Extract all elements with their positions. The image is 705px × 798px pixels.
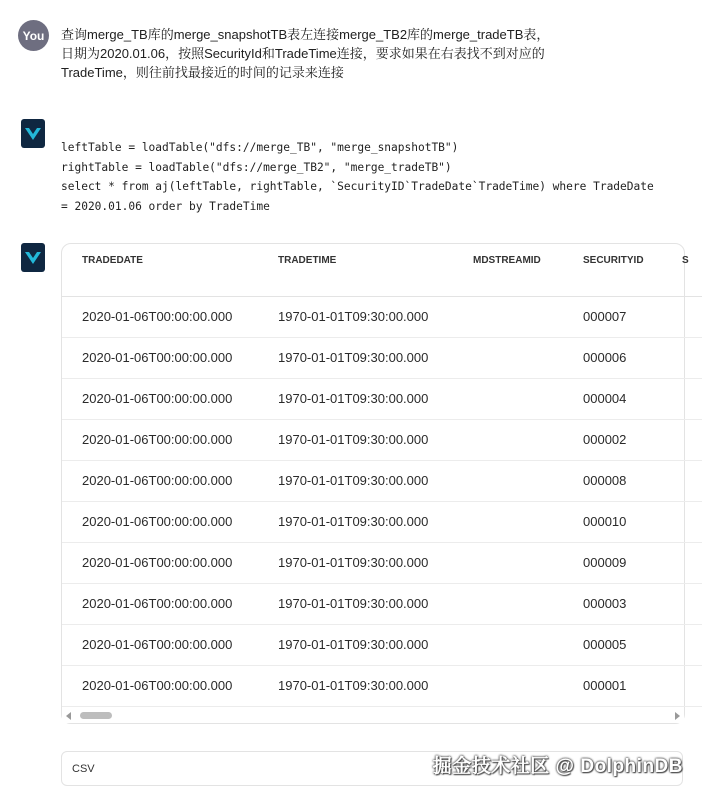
table-row	[62, 378, 702, 419]
table-cell	[662, 501, 702, 542]
table-cell: 1970-01-01T09:30:00.000	[258, 460, 453, 501]
table-cell	[662, 665, 702, 706]
table-cell: 1970-01-01T09:30:00.000	[258, 378, 453, 419]
table-cell: 2020-01-06T00:00:00.000	[62, 665, 258, 706]
table-cell: 2020-01-06T00:00:00.000	[62, 501, 258, 542]
user-message-line: 日期为2020.01.06，按照SecurityId和TradeTime连接，要求如果在右表找不到对应的	[61, 46, 545, 61]
code-line: leftTable = loadTable("dfs://merge_TB", "merge_snapshotTB")	[61, 141, 459, 154]
table-cell: 2020-01-06T00:00:00.000	[62, 542, 258, 583]
table-cell: 1970-01-01T09:30:00.000	[258, 296, 453, 337]
column-header[interactable]: TRADEDATE	[62, 244, 258, 296]
table-row	[62, 624, 702, 665]
table-cell	[662, 624, 702, 665]
table-cell: 1970-01-01T09:30:00.000	[258, 501, 453, 542]
table-row	[62, 337, 702, 378]
column-header[interactable]: MDSTREAMID	[453, 244, 563, 296]
table-cell	[453, 542, 563, 583]
table-cell: 000009	[563, 542, 662, 583]
dolphindb-logo-icon	[21, 243, 45, 272]
table-cell	[453, 583, 563, 624]
table-cell	[662, 419, 702, 460]
table-cell: 2020-01-06T00:00:00.000	[62, 337, 258, 378]
table-cell: 2020-01-06T00:00:00.000	[62, 419, 258, 460]
user-message-line: 查询merge_TB库的merge_snapshotTB表左连接merge_TB2库的merge_tradeTB表，	[61, 27, 550, 42]
table-cell: 1970-01-01T09:30:00.000	[258, 337, 453, 378]
table-row	[62, 460, 702, 501]
table-cell	[662, 337, 702, 378]
column-header[interactable]: SECURITYID	[563, 244, 662, 296]
scroll-right-icon[interactable]	[675, 712, 680, 720]
code-line: select * from aj(leftTable, rightTable, `SecurityID`TradeDate`TradeTime) where TradeDate	[61, 180, 654, 193]
table-cell: 2020-01-06T00:00:00.000	[62, 296, 258, 337]
table-cell: 2020-01-06T00:00:00.000	[62, 624, 258, 665]
table-cell: 000006	[563, 337, 662, 378]
scrollbar-thumb[interactable]	[80, 712, 112, 719]
table-cell	[453, 460, 563, 501]
scroll-left-icon[interactable]	[66, 712, 71, 720]
table-cell: 000004	[563, 378, 662, 419]
table-cell	[453, 419, 563, 460]
table-cell: 000001	[563, 665, 662, 706]
table-cell	[662, 583, 702, 624]
table-cell: 2020-01-06T00:00:00.000	[62, 460, 258, 501]
table-row	[62, 542, 702, 583]
csv-label: CSV	[72, 763, 95, 775]
column-header[interactable]: TRADETIME	[258, 244, 453, 296]
code-block	[61, 138, 701, 216]
table-cell	[453, 624, 563, 665]
table-cell	[662, 460, 702, 501]
table-row	[62, 501, 702, 542]
table-cell	[662, 378, 702, 419]
table-cell: 000008	[563, 460, 662, 501]
table-cell	[662, 296, 702, 337]
result-table	[62, 244, 702, 707]
code-line: rightTable = loadTable("dfs://merge_TB2", "merge_tradeTB")	[61, 160, 452, 174]
table-cell: 000005	[563, 624, 662, 665]
table-cell: 2020-01-06T00:00:00.000	[62, 583, 258, 624]
horizontal-scrollbar[interactable]	[62, 709, 684, 723]
table-cell: 000007	[563, 296, 662, 337]
table-row	[62, 296, 702, 337]
result-table-container[interactable]	[61, 243, 689, 724]
table-cell: 1970-01-01T09:30:00.000	[258, 419, 453, 460]
table-row	[62, 583, 702, 624]
table-cell	[453, 296, 563, 337]
table-cell: 1970-01-01T09:30:00.000	[258, 583, 453, 624]
table-cell	[453, 665, 563, 706]
table-header-row	[62, 244, 702, 296]
table-cell: 1970-01-01T09:30:00.000	[258, 624, 453, 665]
watermark: 掘金技术社区 @ DolphinDB	[432, 756, 683, 777]
user-message	[61, 25, 581, 82]
table-cell	[662, 542, 702, 583]
table-row	[62, 665, 702, 706]
table-cell	[453, 378, 563, 419]
dolphindb-logo-icon	[21, 119, 45, 148]
table-cell: 000003	[563, 583, 662, 624]
code-line: = 2020.01.06 order by TradeTime	[61, 199, 270, 213]
table-cell: 2020-01-06T00:00:00.000	[62, 378, 258, 419]
table-cell: 000002	[563, 419, 662, 460]
table-cell	[453, 501, 563, 542]
table-row	[62, 419, 702, 460]
table-cell: 1970-01-01T09:30:00.000	[258, 665, 453, 706]
user-message-line: TradeTime，则往前找最接近的时间的记录来连接	[61, 65, 344, 80]
table-cell	[453, 337, 563, 378]
table-cell: 1970-01-01T09:30:00.000	[258, 542, 453, 583]
table-cell: 000010	[563, 501, 662, 542]
user-avatar: You	[18, 20, 49, 51]
column-header[interactable]: S	[662, 244, 702, 296]
